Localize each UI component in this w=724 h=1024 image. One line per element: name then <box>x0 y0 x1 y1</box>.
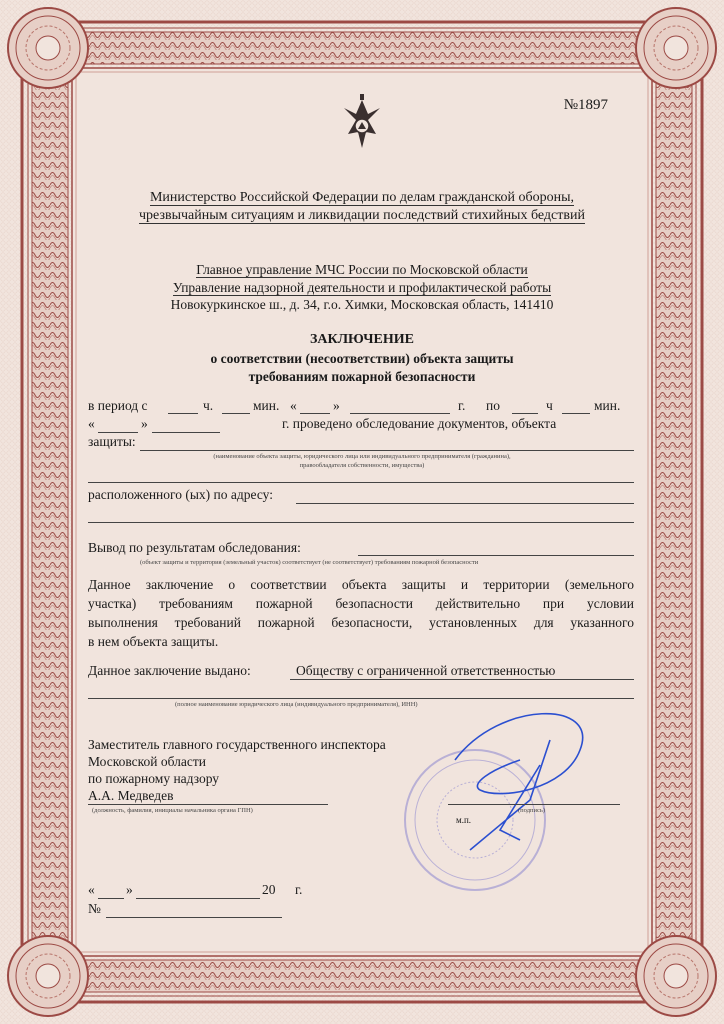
period-lead: в период с <box>88 398 148 413</box>
period2-text: г. проведено обследование документов, объекта <box>282 416 557 431</box>
address-label: расположенного (ых) по адресу: <box>88 487 273 502</box>
department-address: Новокуркинское ш., д. 34, г.о. Химки, Московская область, 141410 <box>170 297 554 312</box>
object-hint-2: правообладателя собственности, имущества) <box>299 462 425 469</box>
period-minutes-label: мин. <box>253 398 280 413</box>
rosette-icon <box>636 936 716 1016</box>
period-hours-label: ч. <box>203 398 214 413</box>
issued-hint: (полное наименование юридического лица (индивидуального предпринимателя), ИНН) <box>175 701 418 708</box>
signatory-name: А.А. Медведев <box>88 788 174 803</box>
conclusion-label: Вывод по результатам обследования: <box>88 540 301 555</box>
department-line-1: Главное управление МЧС России по Московской области <box>196 262 528 277</box>
document-title: ЗАКЛЮЧЕНИЕ <box>309 332 415 347</box>
date-quote-close: » <box>126 882 133 897</box>
period2-quote-close: » <box>141 416 148 431</box>
period-hours2-label: ч <box>546 398 553 413</box>
object-label: защиты: <box>88 434 136 449</box>
date-quote-open: « <box>88 882 95 897</box>
date-year: 20 <box>262 882 276 897</box>
rosette-icon <box>8 8 88 88</box>
rosette-icon <box>8 936 88 1016</box>
signatory-line-2: Московской области <box>88 754 207 769</box>
signatory-hint: (должность, фамилия, инициалы начальника органа ГПН) <box>92 807 253 814</box>
department-line-2: Управление надзорной деятельности и профилактической работы <box>172 280 552 295</box>
object-hint-1: (наименование объекта защиты, юридического лица или индивидуального предпринимателя (гражданина), <box>213 453 511 460</box>
signature-hint: (подпись) <box>518 807 545 814</box>
document-number: №1897 <box>563 97 608 113</box>
ministry-line-2: чрезвычайным ситуациям и ликвидации последствий стихийных бедствий <box>139 208 585 223</box>
document-subtitle-2: требованиям пожарной безопасности <box>248 369 476 384</box>
period-to: по <box>486 398 500 413</box>
issued-value: Обществу с ограниченной ответственностью <box>296 663 556 678</box>
date-number-label: № <box>88 901 101 916</box>
stamp-place-label: м.п. <box>456 815 472 825</box>
period-year-label: г. <box>458 398 466 413</box>
conclusion-hint: (объект защиты и территория (земельный участок) соответствует (не соответствует) требованиям пожарной безопасности <box>140 559 479 566</box>
issued-label: Данное заключение выдано: <box>88 663 251 678</box>
period2-quote-open: « <box>88 416 95 431</box>
rosette-icon <box>636 8 716 88</box>
date-g: г. <box>295 882 303 897</box>
signatory-line-1: Заместитель главного государственного инспектора <box>88 737 386 752</box>
validity-paragraph: Данное заключение о соответствии объекта защиты и территории (земельного участка) требованиям пожарной безопасности действительно при условии выполнения требований пожарной безопасности, установленных для указанного в нем объекта защиты. <box>88 577 634 649</box>
document-subtitle-1: о соответствии (несоответствии) объекта защиты <box>210 351 514 366</box>
period-quote-open: « <box>290 398 297 413</box>
period-minutes2-label: мин. <box>594 398 621 413</box>
ministry-line-1: Министерство Российской Федерации по делам гражданской обороны, <box>149 190 575 205</box>
signatory-line-3: по пожарному надзору <box>88 771 220 786</box>
period-quote-close: » <box>333 398 340 413</box>
